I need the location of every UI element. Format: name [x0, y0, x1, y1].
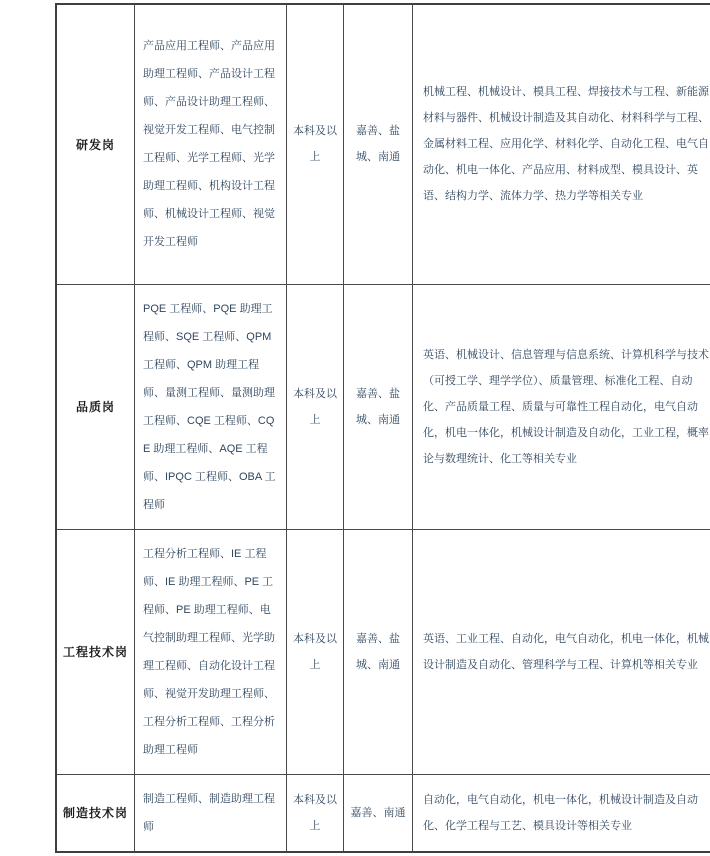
category-cell: 品质岗 [56, 284, 135, 529]
majors-cell: 机械工程、机械设计、模具工程、焊接技术与工程、新能源材料与器件、机械设计制造及其自动化、材料科学与工程、金属材料工程、应用化学、材料化学、自动化工程、电气自动化、机电一体化、产品应用、材料成型、模具设计、英语、结构力学、流体力学、热力学等相关专业 [413, 4, 710, 284]
positions-cell: 制造工程师、制造助理工程师 [135, 774, 287, 852]
table-row [56, 529, 710, 774]
table-row [56, 4, 710, 284]
table-row [56, 774, 710, 852]
category-cell: 制造技术岗 [56, 774, 135, 852]
education-cell: 本科及以上 [287, 774, 344, 852]
majors-cell: 自动化，电气自动化，机电一体化，机械设计制造及自动化、化学工程与工艺、模具设计等相关专业 [413, 774, 710, 852]
positions-cell: 工程分析工程师、IE 工程师、IE 助理工程师、PE 工程师、PE 助理工程师、电气控制助理工程师、光学助理工程师、自动化设计工程师、视觉开发助理工程师、工程分析工程师、工程分析助理工程师 [135, 529, 287, 774]
majors-cell: 英语、工业工程、自动化，电气自动化，机电一体化，机械设计制造及自动化、管理科学与工程、计算机等相关专业 [413, 529, 710, 774]
location-cell: 嘉善、盐城、南通 [344, 284, 413, 529]
positions-cell: PQE 工程师、PQE 助理工程师、SQE 工程师、QPM 工程师、QPM 助理工程师、量测工程师、量测助理工程师、CQE 工程师、CQE 助理工程师、AQE 工程师、IPQC 工程师、OBA 工程师 [135, 284, 287, 529]
education-cell: 本科及以上 [287, 4, 344, 284]
majors-cell: 英语、机械设计、信息管理与信息系统、计算机科学与技术（可授工学、理学学位）、质量管理、标准化工程、自动化、产品质量工程、质量与可靠性工程自动化，电气自动化，机电一体化，机械设计制造及自动化，工业工程，概率论与数理统计、化工等相关专业 [413, 284, 710, 529]
location-cell: 嘉善、南通 [344, 774, 413, 852]
category-cell: 研发岗 [56, 4, 135, 284]
table-row [56, 284, 710, 529]
education-cell: 本科及以上 [287, 529, 344, 774]
location-cell: 嘉善、盐城、南通 [344, 529, 413, 774]
recruitment-table [55, 3, 710, 853]
location-cell: 嘉善、盐城、南通 [344, 4, 413, 284]
category-cell: 工程技术岗 [56, 529, 135, 774]
positions-cell: 产品应用工程师、产品应用助理工程师、产品设计工程师、产品设计助理工程师、视觉开发工程师、电气控制工程师、光学工程师、光学助理工程师、机构设计工程师、机械设计工程师、视觉开发工程师 [135, 4, 287, 284]
education-cell: 本科及以上 [287, 284, 344, 529]
